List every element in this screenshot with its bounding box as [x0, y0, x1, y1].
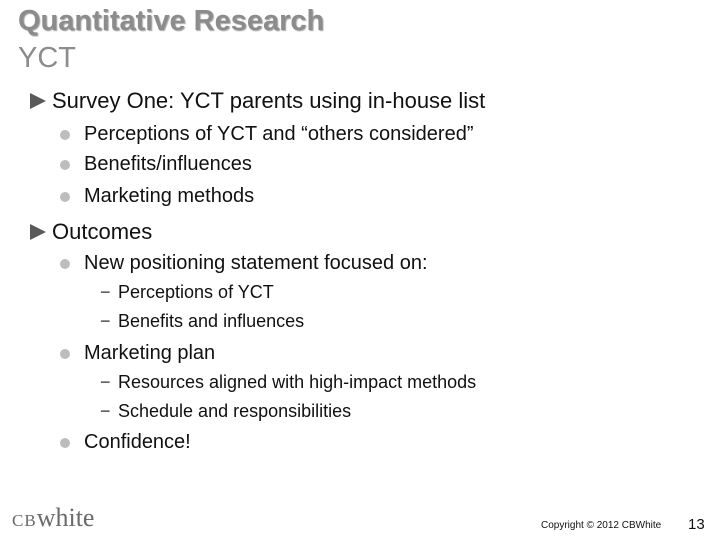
- arrow-bullet-icon: [30, 93, 46, 109]
- slide-subtitle: YCT: [18, 42, 76, 74]
- subbullet-marketing-methods: [60, 185, 254, 208]
- subsubbullet-benefits-influences: [100, 311, 304, 332]
- copyright-text: Copyright © 2012 CBWhite: [541, 520, 662, 531]
- bullet-text: Perceptions of YCT and “others considered”: [84, 123, 474, 145]
- bullet-text: Resources aligned with high-impact methods: [118, 372, 477, 392]
- page-number: 13: [688, 516, 705, 533]
- bullet-outcomes: [30, 219, 152, 245]
- bullet-text: Marketing methods: [84, 185, 255, 207]
- subbullet-marketing-plan: [60, 342, 215, 365]
- dash-bullet-icon: −: [100, 372, 111, 392]
- logo-cb: CB: [12, 511, 37, 530]
- dot-bullet-icon: [60, 438, 70, 448]
- bullet-text: Outcomes: [52, 219, 153, 244]
- dash-bullet-icon: −: [100, 401, 111, 421]
- bullet-text: Survey One: YCT parents using in-house list: [52, 88, 486, 113]
- logo-white: white: [36, 503, 95, 532]
- dash-bullet-icon: −: [100, 282, 111, 302]
- bullet-text: Marketing plan: [84, 342, 216, 364]
- dot-bullet-icon: [60, 349, 70, 359]
- cbwhite-logo: [12, 503, 94, 533]
- bullet-text: Perceptions of YCT: [118, 282, 274, 302]
- slide-title: Quantitative Research: [18, 5, 325, 37]
- bullet-text: Benefits and influences: [118, 311, 305, 331]
- bullet-text: Schedule and responsibilities: [118, 401, 352, 421]
- subbullet-positioning: [60, 252, 428, 275]
- dot-bullet-icon: [60, 259, 70, 269]
- dash-bullet-icon: −: [100, 311, 111, 331]
- subbullet-perceptions: [60, 123, 473, 146]
- bullet-text: New positioning statement focused on:: [84, 252, 428, 274]
- dot-bullet-icon: [60, 130, 70, 140]
- subbullet-confidence: [60, 431, 191, 454]
- bullet-text: Benefits/influences: [84, 153, 252, 175]
- dot-bullet-icon: [60, 160, 70, 170]
- bullet-survey-one: [30, 88, 485, 114]
- subsubbullet-schedule: [100, 401, 351, 422]
- bullet-text: Confidence!: [84, 431, 191, 453]
- dot-bullet-icon: [60, 192, 70, 202]
- subsubbullet-perceptions-yct: [100, 282, 274, 303]
- subsubbullet-resources: [100, 372, 476, 393]
- subbullet-benefits: [60, 153, 252, 176]
- arrow-bullet-icon: [30, 224, 46, 240]
